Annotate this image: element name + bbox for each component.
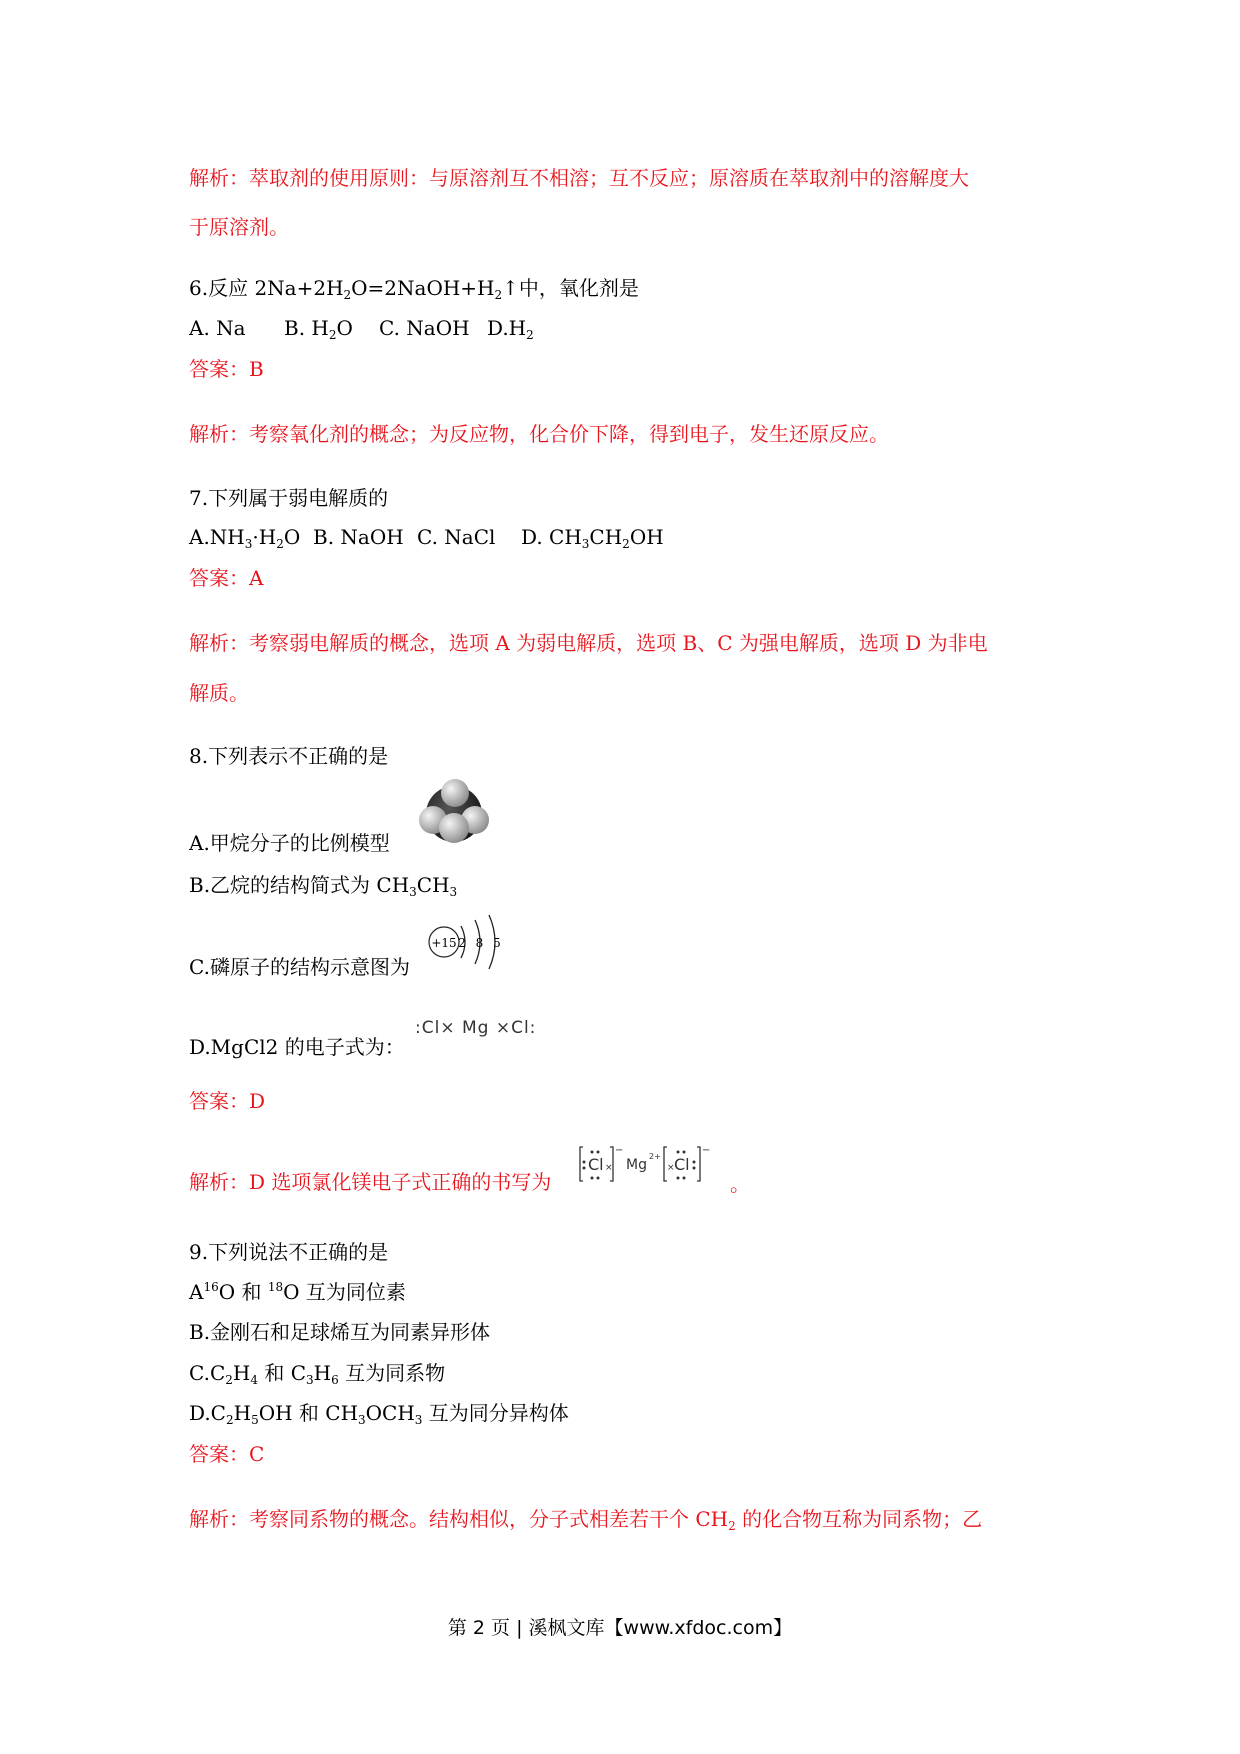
q5-analysis-line2: 于原溶剂。 xyxy=(189,215,289,239)
q9-option-a: $A^{16}O$ 和 $^{18}$O 互为同位素 xyxy=(189,1280,406,1304)
q7-stem: 7.下列属于弱电解质的 xyxy=(189,486,389,510)
q9-option-b: B.金刚石和足球烯互为同素异形体 xyxy=(189,1320,491,1344)
atom-shell-labels: 2 8 5 xyxy=(458,936,504,950)
q6-option-c: C. NaOH xyxy=(379,316,470,340)
ed-mg-charge: 2+ xyxy=(649,1152,661,1161)
q6-options xyxy=(189,316,534,340)
svg-text:×: × xyxy=(667,1163,675,1173)
q6-option-a: A. Na xyxy=(189,316,246,340)
q7-option-d: D. $CH_3CH_2OH$ xyxy=(521,525,664,551)
q6-analysis: 解析：考察氧化剂的概念；为反应物，化合价下降，得到电子，发生还原反应。 xyxy=(189,422,889,446)
q6-option-d: $D.H_2$ xyxy=(487,316,534,342)
q8-option-a: A.甲烷分子的比例模型 xyxy=(189,831,390,855)
atom-nucleus-label: +15 xyxy=(431,936,457,950)
q7-analysis-line2: 解质。 xyxy=(189,681,249,705)
mgcl2-wrong-electron-formula: :Cl× Mg ×Cl: xyxy=(415,1018,537,1038)
q6-option-b: B. $H_2O$ xyxy=(284,316,353,342)
q7-options xyxy=(189,525,664,549)
q8-answer: 答案：D xyxy=(189,1089,266,1113)
q9-analysis: 解析：考察同系物的概念。结构相似，分子式相差若干个 $CH_2$ 的化合物互称为同系物；乙 xyxy=(189,1507,983,1533)
ed-mg: Mg xyxy=(626,1157,647,1173)
q6-stem: 6.反应 $2Na+2H_2O=2NaOH+H_2↑$中，氧化剂是 xyxy=(189,276,639,302)
q7-option-b: B. NaOH xyxy=(313,525,404,549)
q9-answer: 答案：C xyxy=(189,1442,265,1466)
ed-right-minus: − xyxy=(702,1145,711,1156)
q7-answer: 答案：A xyxy=(189,566,264,590)
svg-text:×: × xyxy=(605,1163,613,1173)
ed-left-minus: − xyxy=(615,1145,624,1156)
methane-space-filling-model xyxy=(414,778,494,846)
q8-analysis: 解析：D 选项氯化镁电子式正确的书写为 xyxy=(189,1170,552,1194)
q8-analysis-end: 。 xyxy=(730,1172,750,1196)
page-footer: 第 2 页 | 溪枫文库【www.xfdoc.com】 xyxy=(447,1617,793,1639)
q8-stem: 8.下列表示不正确的是 xyxy=(189,744,389,768)
q5-analysis-line1: 解析：萃取剂的使用原则：与原溶剂互不相溶；互不反应；原溶质在萃取剂中的溶解度大 xyxy=(189,166,969,190)
q8-option-d: D.MgCl2 的电子式为： xyxy=(189,1035,405,1059)
ed-left-cl: Cl xyxy=(588,1155,604,1174)
ed-right-cl: Cl xyxy=(674,1155,690,1174)
q7-option-a: $A.NH_3\cdot H_2O$ xyxy=(189,525,301,551)
q9-option-d: $D.C_2H_5OH$ 和 $CH_3OCH_3$ 互为同分异构体 xyxy=(189,1401,569,1427)
q8-option-c: C.磷原子的结构示意图为 xyxy=(189,955,410,979)
q6-answer: 答案：B xyxy=(189,357,264,381)
mgcl2-correct-electron-formula xyxy=(578,1143,728,1187)
q8-option-b: B.乙烷的结构简式为 $CH_3CH_3$ xyxy=(189,873,458,899)
q7-option-c: C. NaCl xyxy=(417,525,496,549)
q9-stem: 9.下列说法不正确的是 xyxy=(189,1240,389,1264)
phosphorus-atom-diagram xyxy=(425,912,511,976)
q9-option-c: $C.C_2H_4$ 和 $C_3H_6$ 互为同系物 xyxy=(189,1361,446,1387)
q7-analysis-line1: 解析：考察弱电解质的概念，选项 A 为弱电解质，选项 B、C 为强电解质，选项 D 为非电 xyxy=(189,631,988,655)
